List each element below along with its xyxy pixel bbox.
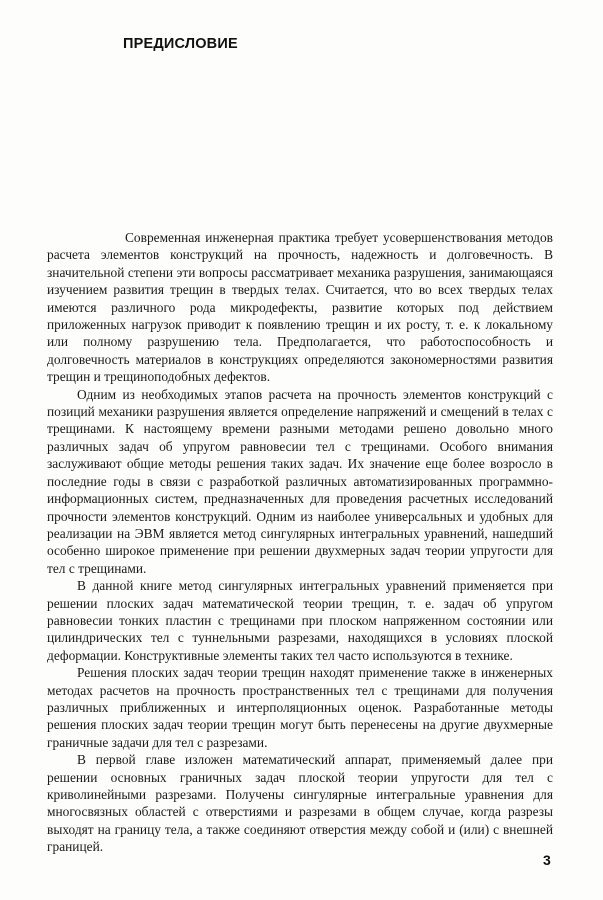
- paragraph: Современная инженерная практика требует усовершенствования методов расчета элементов конструкций на прочность, надежность и долговечность. В значительной степени эти вопросы рассматривает механика разрушения, занимающаяся изучением развития трещин в твердых телах. Считается, что во всех твердых телах имеются различного рода микродефекты, развитие которых под действием приложенных нагрузок приводит к появлению трещин и их росту, т. е. к локальному или полному разрушению тела. Предполагается, что работоспособность и долговечность материалов в конструкциях определяются закономерностями развития трещин и трещиноподобных дефектов.: [47, 230, 553, 385]
- paragraph: В первой главе изложен математический аппарат, применяемый далее при решении основных граничных задач плоской теории упругости для тел с криволинейными разрезами. Получены сингулярные интегральные уравнения для многосвязных областей с отверстиями и разрезами в общем случае, когда разрезы выходят на границу тела, а также соединяют отверстия между собой и (или) с внешней границей.: [47, 752, 553, 855]
- paragraph: Решения плоских задач теории трещин находят применение также в инженерных методах расчетов на прочность пространственных тел с трещинами для получения различных приближенных и интерполяционных оценок. Разработанные методы решения плоских задач теории трещин могут быть перенесены на другие двухмерные граничные задачи для тел с разрезами.: [47, 665, 553, 750]
- page-number: 3: [543, 852, 551, 868]
- paragraph: Одним из необходимых этапов расчета на прочность элементов конструкций с позиций механики разрушения является определение напряжений и смещений в телах с трещинами. К настоящему времени разными методами решено довольно много различных задач об упругом равновесии тел с трещинами. Особого внимания заслуживают общие методы решения таких задач. Их значение еще более возросло в последние годы в связи с разработкой различных автоматизированных программно-информационных систем, предназначенных для проведения расчетных исследований прочности элементов конструкций. Одним из наиболее универсальных и удобных для реализации на ЭВМ является метод сингулярных интегральных уравнений, нашедший особенно широкое применение при решении двухмерных задач теории упругости для тел с трещинами.: [47, 386, 553, 576]
- page-heading: ПРЕДИСЛОВИЕ: [123, 36, 238, 52]
- paragraph: В данной книге метод сингулярных интегральных уравнений применяется при решении плоских задач математической теории трещин, т. е. задач об упругом равновесии тонких пластин с трещинами при плоском напряженном состоянии или цилиндрических тел с туннельными разрезами, находящихся в условиях плоской деформации. Конструктивные элементы таких тел часто используются в технике.: [47, 578, 553, 663]
- preface-text: [47, 229, 553, 856]
